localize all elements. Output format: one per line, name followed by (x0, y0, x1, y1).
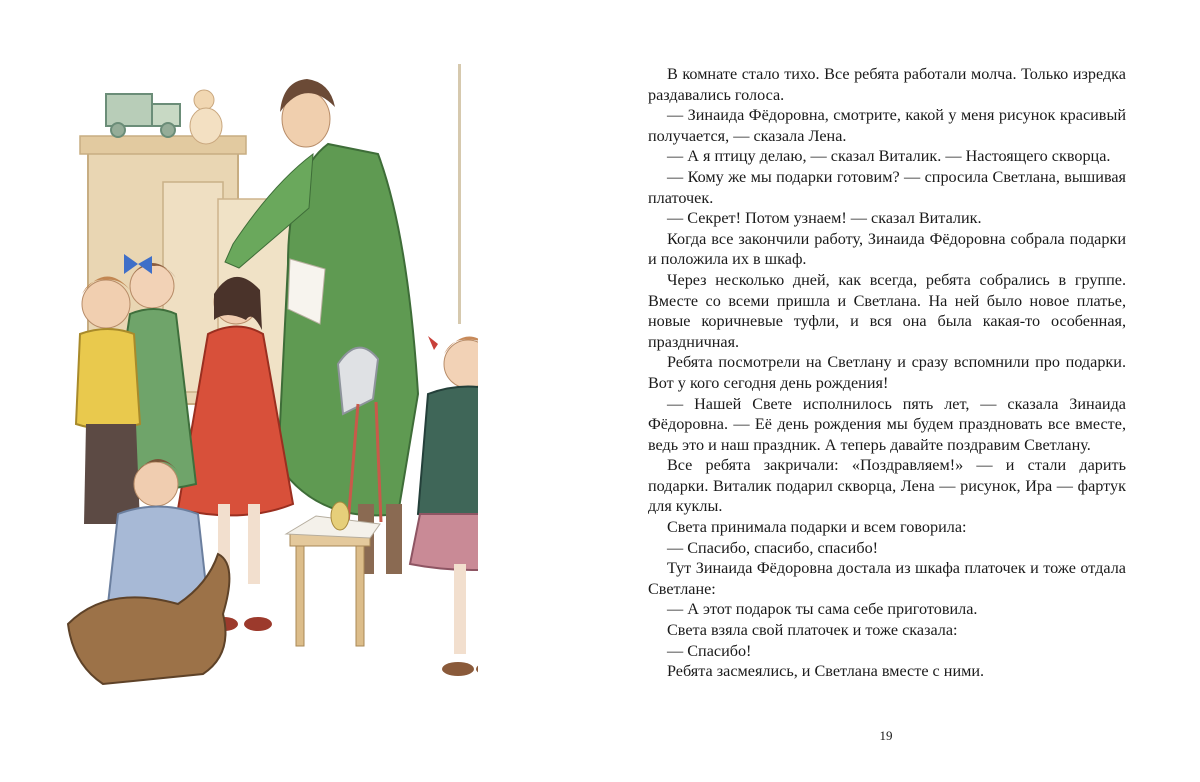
paragraph: — Зинаида Фёдоровна, смотрите, какой у меня рисунок красивый получается, — сказала Лена. (648, 106, 1126, 145)
page-number (600, 728, 1200, 744)
story-text (648, 64, 1126, 682)
paragraph: — Секрет! Потом узнаем! — сказал Виталик. (667, 209, 982, 228)
illustration-drawing (58, 64, 478, 704)
right-page (600, 0, 1200, 782)
paragraph: Ребята посмотрели на Светлану и сразу вспомнили про подарки. Вот у кого сегодня день рождения! (648, 353, 1126, 392)
paragraph: — Нашей Свете исполнилось пять лет, — сказала Зинаида Фёдоровна. — Её день рождения мы будем праздновать все вместе, ведь это и наш праздник. А теперь давайте поздравим Светлану. (648, 394, 1126, 454)
paragraph: Все ребята закричали: «Поздравляем!» — и стали дарить подарки. Виталик подарил скворца, Лена — рисунок, Ира — фартук для куклы. (648, 456, 1126, 516)
illustration (58, 64, 478, 704)
paragraph: Когда все закончили работу, Зинаида Фёдоровна собрала подарки и положила их в шкаф. (648, 229, 1126, 269)
paragraph: Света взяла свой платочек и тоже сказала: (667, 621, 958, 640)
paragraph: — Кому же мы подарки готовим? — спросила Светлана, вышивая платочек. (648, 167, 1126, 207)
paragraph: В комнате стало тихо. Все ребята работали молча. Только изредка раздавались голоса. (648, 65, 1126, 104)
paragraph: Ребята засмеялись, и Светлана вместе с ними. (667, 662, 985, 681)
paragraph: Через несколько дней, как всегда, ребята собрались в группе. Вместе со всеми пришла и Светлана. На ней было новое платье, новые коричневые туфли, и вся она была какая-то особенная, праздничная. (648, 270, 1126, 351)
paragraph: Тут Зинаида Фёдоровна достала из шкафа платочек и тоже отдала Светлане: (648, 559, 1126, 598)
paragraph: — Спасибо! (667, 641, 752, 660)
paragraph: — А этот подарок ты сама себе приготовила. (667, 600, 978, 619)
paragraph: — А я птицу делаю, — сказал Виталик. — Настоящего скворца. (667, 147, 1111, 166)
page-number-text: 19 (879, 728, 893, 743)
paragraph: Света принимала подарки и всем говорила: (667, 518, 967, 537)
paragraph: — Спасибо, спасибо, спасибо! (667, 538, 879, 557)
